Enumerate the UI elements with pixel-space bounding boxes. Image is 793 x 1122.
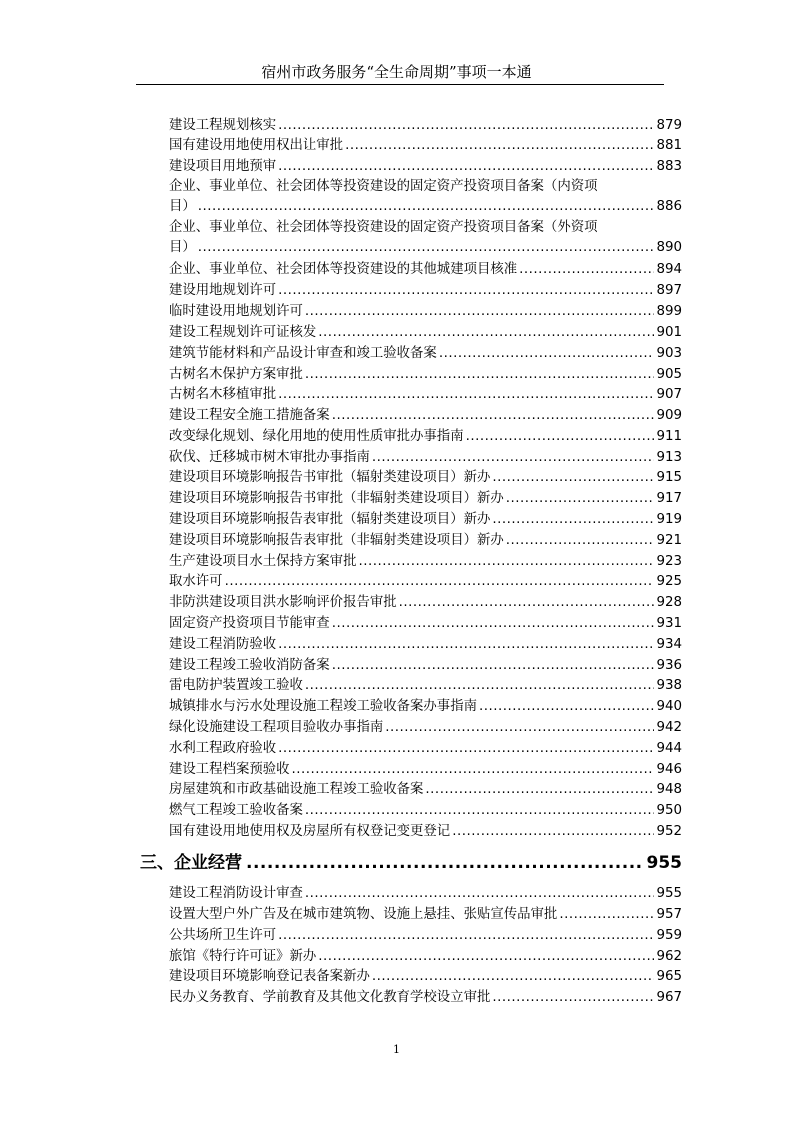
toc-leader-dots xyxy=(519,260,654,280)
toc-entry[interactable] xyxy=(169,926,682,946)
toc-entry-page: 952 xyxy=(656,824,682,839)
toc-entry-title: 燃气工程竣工验收备案 xyxy=(169,803,303,818)
toc-entry-title: 企业、事业单位、社会团体等投资建设的其他城建项目核准 xyxy=(169,262,518,277)
toc-entry[interactable] xyxy=(169,489,682,509)
toc-entry[interactable] xyxy=(169,260,682,280)
toc-leader-dots xyxy=(305,302,655,322)
toc-leader-dots xyxy=(425,780,654,800)
toc-entry-page: 881 xyxy=(656,138,682,153)
toc-entry-title: 房屋建筑和市政基础设施工程竣工验收备案 xyxy=(169,782,424,797)
toc-entry-page: 962 xyxy=(656,949,682,964)
toc-leader-dots xyxy=(385,718,654,738)
toc-entry-page: 917 xyxy=(656,491,682,506)
toc-entry-title: 取水许可 xyxy=(169,574,223,589)
toc-entry-page: 959 xyxy=(656,928,682,943)
toc-entry-title: 绿化设施建设工程项目验收办事指南 xyxy=(169,720,384,735)
toc-entry[interactable] xyxy=(169,988,682,1008)
toc-leader-dots xyxy=(246,850,643,876)
toc-entry-title: 城镇排水与污水处理设施工程竣工验收备案办事指南 xyxy=(169,699,477,714)
toc-entry-title: 民办义务教育、学前教育及其他文化教育学校设立审批 xyxy=(169,990,491,1005)
toc-entry-title: 砍伐、迁移城市树木审批办事指南 xyxy=(169,450,370,465)
toc-entry[interactable] xyxy=(169,531,682,551)
toc-entry[interactable] xyxy=(169,177,682,217)
toc-leader-dots xyxy=(278,926,654,946)
toc-entry[interactable] xyxy=(169,572,682,592)
toc-entry-title: 建设项目环境影响登记表备案新办 xyxy=(169,969,370,984)
toc-entry-page: 919 xyxy=(656,512,682,527)
toc-entry-page: 909 xyxy=(656,408,682,423)
toc-entry-page: 938 xyxy=(656,678,682,693)
toc-leader-dots xyxy=(492,468,654,488)
toc-entry-page: 911 xyxy=(656,429,682,444)
toc-leader-dots xyxy=(225,572,655,592)
toc-entry-page: 897 xyxy=(656,283,682,298)
toc-entry-title: 建设项目环境影响报告表审批（辐射类建设项目）新办 xyxy=(169,512,491,527)
toc-entry-title: 改变绿化规划、绿化用地的使用性质审批办事指南 xyxy=(169,429,464,444)
page-number: 1 xyxy=(393,1043,400,1056)
toc-leader-dots xyxy=(198,238,655,258)
toc-entry-page: 907 xyxy=(656,387,682,402)
toc-entry-page: 934 xyxy=(656,637,682,652)
toc-leader-dots xyxy=(559,905,654,925)
toc-entry-title: 建设工程档案预验收 xyxy=(169,762,290,777)
toc-entry[interactable] xyxy=(169,676,682,696)
toc-entry-title: 企业、事业单位、社会团体等投资建设的固定资产投资项目备案（内资项 xyxy=(169,179,598,194)
toc-entry-title: 建设项目环境影响报告书审批（非辐射类建设项目）新办 xyxy=(169,491,504,506)
toc-leader-dots xyxy=(318,947,654,967)
toc-leader-dots xyxy=(372,967,655,987)
toc-entry[interactable] xyxy=(169,780,682,800)
toc-entry-title: 建设工程消防验收 xyxy=(169,637,277,652)
toc-leader-dots xyxy=(399,593,655,613)
toc-entry[interactable] xyxy=(169,365,682,385)
toc-entry-title-cont: 目） xyxy=(169,240,196,255)
toc-entry-title: 非防洪建设项目洪水影响评价报告审批 xyxy=(169,595,397,610)
toc-entry-title: 水利工程政府验收 xyxy=(169,741,277,756)
toc-leader-dots xyxy=(358,552,654,572)
toc-entry[interactable] xyxy=(169,510,682,530)
toc-entry[interactable] xyxy=(169,905,682,925)
toc-entry[interactable] xyxy=(169,344,682,364)
toc-entry-title: 企业、事业单位、社会团体等投资建设的固定资产投资项目备案（外资项 xyxy=(169,220,598,235)
toc-entry-title: 临时建设用地规划许可 xyxy=(169,304,303,319)
toc-leader-dots xyxy=(305,884,655,904)
toc-leader-dots xyxy=(439,344,655,364)
toc-entry-title: 古树名木移植审批 xyxy=(169,387,277,402)
toc-entry[interactable] xyxy=(169,593,682,613)
toc-leader-dots xyxy=(278,116,654,136)
toc-entry[interactable] xyxy=(169,385,682,405)
toc-entry[interactable] xyxy=(169,157,682,177)
toc-leader-dots xyxy=(466,427,655,447)
toc-leader-dots xyxy=(506,489,655,509)
toc-entry[interactable] xyxy=(169,760,682,780)
toc-leader-dots xyxy=(292,760,655,780)
toc-entry-page: 899 xyxy=(656,304,682,319)
toc-entry-title: 古树名木保护方案审批 xyxy=(169,367,303,382)
toc-entry-title: 建设工程规划许可证核发 xyxy=(169,325,317,340)
toc-entry-title-cont: 目） xyxy=(169,199,196,214)
toc-leader-dots xyxy=(318,323,654,343)
toc-leader-dots xyxy=(278,635,654,655)
toc-entry-page: 948 xyxy=(656,782,682,797)
toc-entry-title: 雷电防护装置竣工验收 xyxy=(169,678,303,693)
toc-leader-dots xyxy=(305,676,655,696)
toc-leader-dots xyxy=(332,656,655,676)
toc-entry-page: 890 xyxy=(656,240,682,255)
toc-leader-dots xyxy=(198,197,655,217)
toc-entry[interactable] xyxy=(169,697,682,717)
toc-entry-title: 建设项目环境影响报告书审批（辐射类建设项目）新办 xyxy=(169,470,491,485)
toc-entry-page: 903 xyxy=(656,346,682,361)
toc-entry-page: 915 xyxy=(656,470,682,485)
toc-entry[interactable] xyxy=(169,656,682,676)
toc-leader-dots xyxy=(479,697,654,717)
section-title: 三、企业经营 xyxy=(140,853,242,873)
toc-entry-page: 967 xyxy=(656,990,682,1005)
toc-entry-page: 936 xyxy=(656,658,682,673)
toc-entry[interactable] xyxy=(169,281,682,301)
page-header: 宿州市政务服务“全生命周期”事项一本通 xyxy=(261,63,532,81)
toc-entry[interactable] xyxy=(169,947,682,967)
toc-entry-title: 旅馆《特行许可证》新办 xyxy=(169,949,317,964)
toc-entry-page: 879 xyxy=(656,118,682,133)
toc-leader-dots xyxy=(506,531,655,551)
toc-entry[interactable] xyxy=(169,406,682,426)
toc-entry-page: 950 xyxy=(656,803,682,818)
toc-entry-title: 设置大型户外广告及在城市建筑物、设施上悬挂、张贴宣传品审批 xyxy=(169,907,558,922)
toc-entry[interactable] xyxy=(169,218,682,258)
toc-entry-page: 942 xyxy=(656,720,682,735)
toc-entry-page: 894 xyxy=(656,262,682,277)
toc-leader-dots xyxy=(452,822,654,842)
toc-entry[interactable] xyxy=(169,302,682,322)
toc-entry[interactable] xyxy=(169,635,682,655)
toc-entry-title: 固定资产投资项目节能审查 xyxy=(169,616,330,631)
toc-entry[interactable] xyxy=(169,884,682,904)
toc-entry[interactable] xyxy=(169,718,682,738)
toc-entry[interactable] xyxy=(169,552,682,572)
toc-entry-page: 957 xyxy=(656,907,682,922)
toc-entry-title: 建筑节能材料和产品设计审查和竣工验收备案 xyxy=(169,346,437,361)
toc-entry-title: 生产建设项目水土保持方案审批 xyxy=(169,554,357,569)
toc-entry-page: 965 xyxy=(656,969,682,984)
toc-entry[interactable] xyxy=(169,448,682,468)
toc-entry-page: 928 xyxy=(656,595,682,610)
toc-entry[interactable] xyxy=(169,427,682,447)
toc-leader-dots xyxy=(492,988,654,1008)
toc-entry-page: 901 xyxy=(656,325,682,340)
toc-entry-title: 建设用地规划许可 xyxy=(169,283,277,298)
toc-leader-dots xyxy=(372,448,655,468)
toc-entry-title: 建设工程规划核实 xyxy=(169,118,277,133)
toc-leader-dots xyxy=(305,801,655,821)
toc-entry-page: 923 xyxy=(656,554,682,569)
toc-entry[interactable] xyxy=(169,739,682,759)
toc-entry-title: 国有建设用地使用权及房屋所有权登记变更登记 xyxy=(169,824,451,839)
header-rule xyxy=(136,84,664,85)
toc-entry-page: 883 xyxy=(656,159,682,174)
toc-entry[interactable] xyxy=(169,822,682,842)
toc-leader-dots xyxy=(278,385,654,405)
toc-entry-page: 921 xyxy=(656,533,682,548)
toc-entry[interactable] xyxy=(169,136,682,156)
toc-leader-dots xyxy=(332,406,655,426)
toc-entry[interactable] xyxy=(169,116,682,136)
toc-entry[interactable] xyxy=(169,967,682,987)
toc-leader-dots xyxy=(278,281,654,301)
toc-leader-dots xyxy=(278,157,654,177)
toc-leader-dots xyxy=(305,365,655,385)
toc-section-heading[interactable] xyxy=(140,850,682,876)
toc-entry-title: 公共场所卫生许可 xyxy=(169,928,277,943)
toc-entry[interactable] xyxy=(169,323,682,343)
toc-leader-dots xyxy=(492,510,654,530)
toc-leader-dots xyxy=(345,136,654,156)
toc-entry-page: 886 xyxy=(656,199,682,214)
toc-entry-page: 944 xyxy=(656,741,682,756)
toc-entry-title: 建设工程竣工验收消防备案 xyxy=(169,658,330,673)
toc-entry-title: 国有建设用地使用权出让审批 xyxy=(169,138,344,153)
toc-entry-page: 940 xyxy=(656,699,682,714)
toc-entry-page: 955 xyxy=(656,886,682,901)
toc-entry-page: 925 xyxy=(656,574,682,589)
toc-entry[interactable] xyxy=(169,614,682,634)
toc-entry-title: 建设项目环境影响报告表审批（非辐射类建设项目）新办 xyxy=(169,533,504,548)
toc-entry-page: 913 xyxy=(656,450,682,465)
toc-leader-dots xyxy=(332,614,655,634)
toc-entry-title: 建设项目用地预审 xyxy=(169,159,277,174)
toc-entry[interactable] xyxy=(169,801,682,821)
toc-entry-title: 建设工程消防设计审查 xyxy=(169,886,303,901)
toc-entry-page: 905 xyxy=(656,367,682,382)
toc-entry-page: 931 xyxy=(656,616,682,631)
toc-entry-page: 946 xyxy=(656,762,682,777)
toc-entry[interactable] xyxy=(169,468,682,488)
toc-entry-title: 建设工程安全施工措施备案 xyxy=(169,408,330,423)
section-page: 955 xyxy=(646,853,682,873)
toc-leader-dots xyxy=(278,739,654,759)
